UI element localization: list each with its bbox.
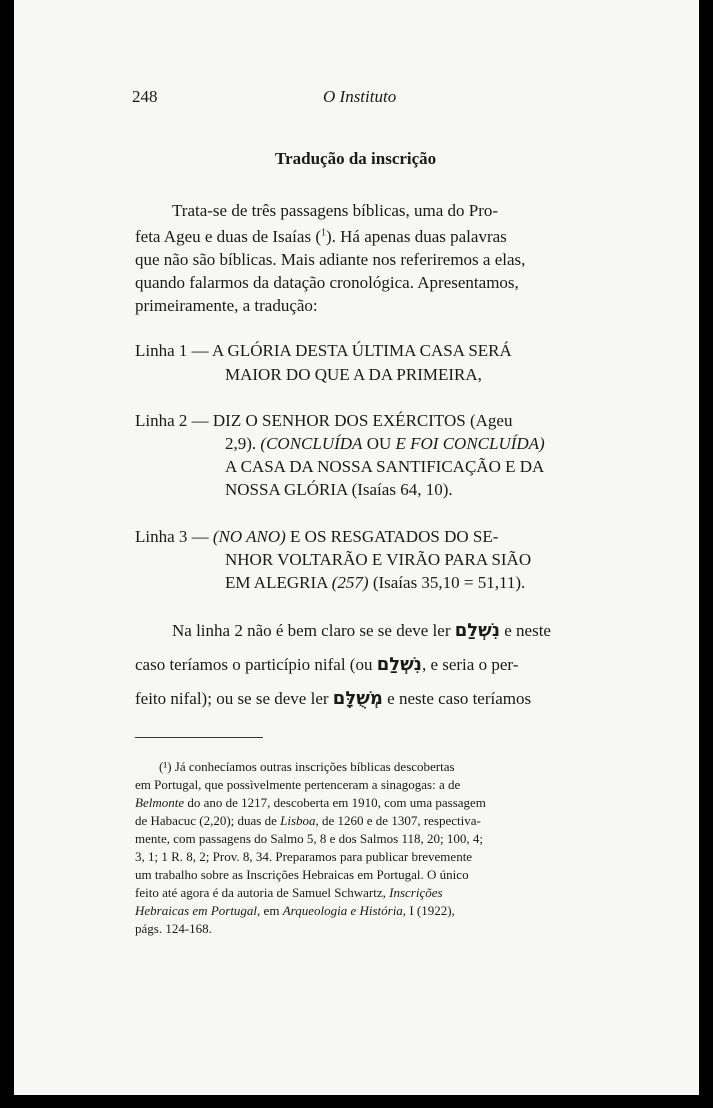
text: e neste caso teríamos bbox=[382, 689, 532, 708]
text: Na linha 2 não é bem claro se se deve ler bbox=[172, 621, 455, 640]
footnote-line: mente, com passagens do Salmo 5, 8 e dos Salmos 118, 20; 100, 4; bbox=[135, 831, 483, 846]
footnote-line bbox=[135, 902, 455, 919]
intro-text: ). Há apenas duas palavras bbox=[325, 227, 507, 246]
linha-3-cont-2 bbox=[225, 572, 525, 594]
hebrew-word: נִשְׁלַם bbox=[376, 654, 422, 675]
section-title: Tradução da inscrição bbox=[275, 149, 437, 168]
footnote-line: em Portugal, que possìvelmente pertenceram a sinagogas: a de bbox=[135, 777, 461, 792]
text: EM ALEGRIA bbox=[225, 573, 332, 592]
linha-3-label bbox=[135, 526, 498, 548]
text: , e seria o per- bbox=[421, 655, 519, 674]
footnote-line: (¹) Já conhecíamos outras inscrições bíblicas descobertas bbox=[159, 759, 455, 774]
footnote-separator bbox=[135, 737, 263, 738]
running-title: O Instituto bbox=[323, 87, 397, 106]
text: E FOI CONCLUÍDA) bbox=[395, 434, 545, 453]
linha-1-cont: MAIOR DO QUE A DA PRIMEIRA, bbox=[225, 365, 482, 384]
text: Hebraicas em Portugal, bbox=[135, 903, 261, 918]
text: I (1922), bbox=[406, 903, 455, 918]
intro-line-5: primeiramente, a tradução: bbox=[135, 296, 318, 315]
text: Inscrições bbox=[389, 885, 443, 900]
linha-2-cont-1 bbox=[225, 433, 545, 455]
text: (NO ANO) bbox=[212, 527, 286, 546]
linha-2-label: Linha 2 — DIZ O SENHOR DOS EXÉRCITOS (Ageu bbox=[135, 411, 513, 430]
footnote-ref: 1 bbox=[320, 227, 326, 239]
para2-line-1 bbox=[172, 620, 551, 642]
text: Lisboa, bbox=[280, 813, 319, 828]
text: Linha 3 — bbox=[135, 527, 213, 546]
intro-line-4: quando falarmos da datação cronológica. Apresentamos, bbox=[135, 273, 519, 292]
text: de Habacuc (2,20); duas de bbox=[135, 813, 281, 828]
page bbox=[14, 0, 699, 1095]
linha-2-cont-2: A CASA DA NOSSA SANTIFICAÇÃO E DA bbox=[225, 457, 545, 476]
linha-3-cont-1: NHOR VOLTARÃO E VIRÃO PARA SIÃO bbox=[225, 550, 532, 569]
footnote-line: um trabalho sobre as Inscrições Hebraicas em Portugal. O único bbox=[135, 867, 469, 882]
text: e neste bbox=[499, 621, 551, 640]
hebrew-word: נִשְׁלַם bbox=[454, 620, 500, 641]
text: (CONCLUÍDA bbox=[260, 434, 363, 453]
intro-line-1: Trata-se de três passagens bíblicas, uma do Pro- bbox=[172, 201, 499, 220]
text: do ano de 1217, descoberta em 1910, com uma passagem bbox=[184, 795, 486, 810]
text: 2,9). bbox=[225, 434, 261, 453]
footnote-line: 3, 1; 1 R. 8, 2; Prov. 8, 34. Preparamos para publicar brevemente bbox=[135, 849, 473, 864]
hebrew-word: מְשֻׁלָּם bbox=[332, 688, 383, 709]
text: E OS RESGATADOS DO SE- bbox=[285, 527, 499, 546]
text: feito nifal); ou se se deve ler bbox=[135, 689, 333, 708]
text: OU bbox=[362, 434, 396, 453]
text: Belmonte bbox=[135, 795, 185, 810]
text: em bbox=[260, 903, 283, 918]
footnote-line bbox=[135, 794, 486, 811]
intro-text: feta Ageu e duas de Isaías ( bbox=[135, 227, 321, 246]
text: (257) bbox=[331, 573, 369, 592]
text: feito até agora é da autoria de Samuel Schwartz, bbox=[135, 885, 390, 900]
text: (Isaías 35,10 = 51,11). bbox=[368, 573, 526, 592]
intro-line-2 bbox=[135, 226, 507, 248]
page-number: 248 bbox=[132, 87, 158, 106]
linha-2-cont-3: NOSSA GLÓRIA (Isaías 64, 10). bbox=[225, 480, 453, 499]
footnote-line bbox=[135, 812, 481, 829]
text: caso teríamos o particípio nifal (ou bbox=[135, 655, 377, 674]
linha-1-label: Linha 1 — A GLÓRIA DESTA ÚLTIMA CASA SERÁ bbox=[135, 341, 512, 360]
intro-line-3: que não são bíblicas. Mais adiante nos referiremos a elas, bbox=[135, 250, 526, 269]
para2-line-3 bbox=[135, 688, 531, 710]
para2-line-2 bbox=[135, 654, 518, 676]
text: de 1260 e de 1307, respectiva- bbox=[318, 813, 481, 828]
text: Arqueologia e História, bbox=[282, 903, 407, 918]
footnote-line bbox=[135, 884, 443, 901]
footnote-line: págs. 124-168. bbox=[135, 921, 212, 936]
